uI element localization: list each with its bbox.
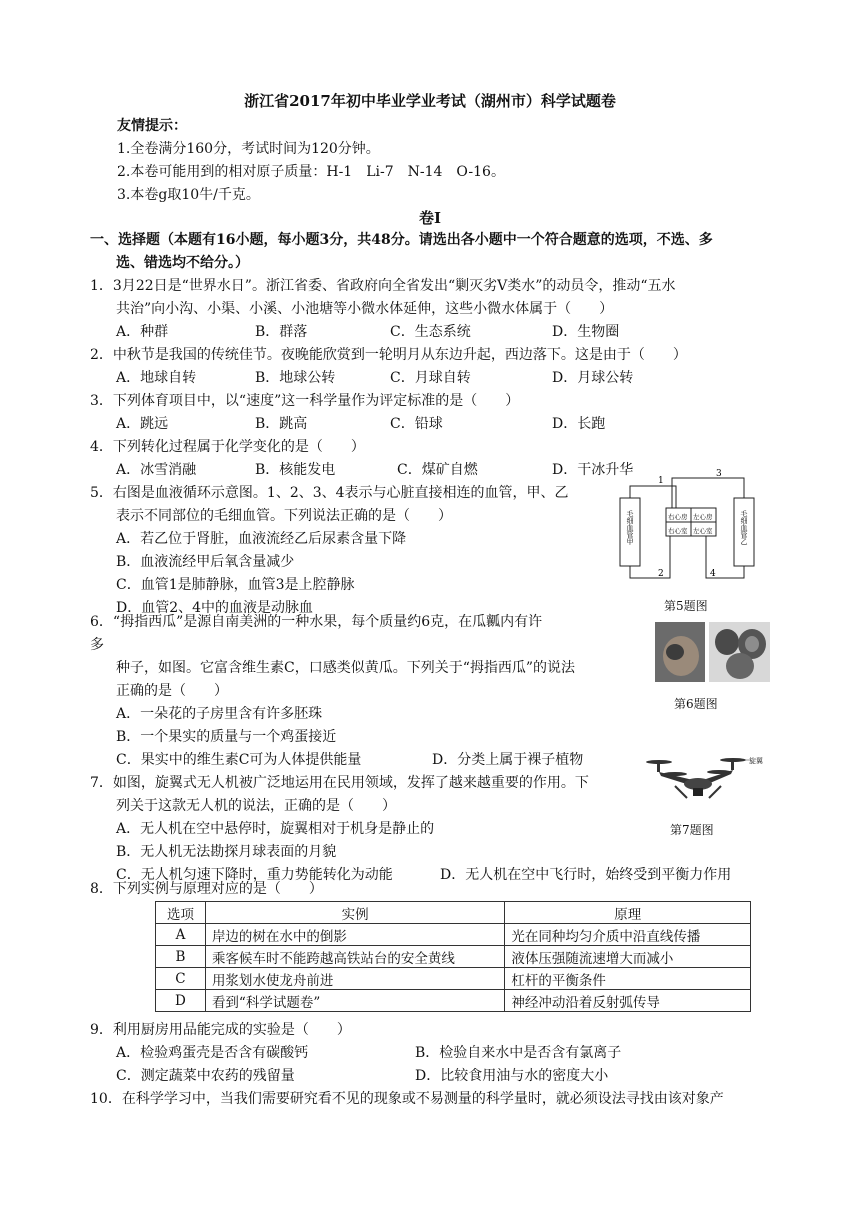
option: B．地球公转 [255, 370, 336, 386]
tip-item: 2.本卷可能用到的相对原子质量：H-1 Li-7 N-14 O-16。 [117, 164, 505, 180]
option: D．分类上属于裸子植物 [432, 752, 584, 768]
table-cell: C [156, 968, 206, 990]
option: D．干冰升华 [552, 462, 634, 478]
part-instructions: 选、错选均不给分。） [116, 255, 249, 271]
option: A．无人机在空中悬停时，旋翼相对于机身是静止的 [116, 821, 435, 837]
question-stem: 8．下列实例与原理对应的是（ ） [90, 881, 323, 897]
option: D．生物圈 [552, 324, 620, 340]
figure-caption: 第7题图 [670, 823, 714, 837]
table-header: 原理 [505, 902, 751, 924]
section-heading: 卷Ⅰ [418, 209, 442, 227]
option: C．果实中的维生素C可为人体提供能量 [116, 752, 362, 768]
vessel-label-3: 3 [716, 469, 722, 479]
option: C．铅球 [390, 416, 443, 432]
table-header: 选项 [156, 902, 206, 924]
option: C．无人机匀速下降时，重力势能转化为动能 [116, 867, 393, 883]
question-stem: 共治”向小沟、小渠、小溪、小池塘等小微水体延伸，这些小微水体属于（ ） [116, 301, 614, 317]
table-row [156, 990, 751, 1012]
question-stem: 表示不同部位的毛细血管。下列说法正确的是（ ） [116, 508, 452, 524]
blood-circulation-diagram [612, 468, 762, 583]
question-stem: 6．“拇指西瓜”是源自南美洲的一种水果，每个质量约6克，在瓜瓤内有许 [90, 614, 543, 630]
table-cell: 用浆划水使龙舟前进 [205, 968, 504, 990]
capillary-b-label: 毛细血管乙 [740, 510, 748, 545]
table-row [156, 946, 751, 968]
option: A．一朵花的子房里含有许多胚珠 [116, 706, 323, 722]
question-stem: 3．下列体育项目中，以“速度”这一科学量作为评定标准的是（ ） [90, 393, 520, 409]
tip-item: 3.本卷g取10牛/千克。 [117, 187, 260, 203]
tips-heading: 友情提示： [117, 118, 187, 134]
table-cell: B [156, 946, 206, 968]
question-stem: 4．下列转化过程属于化学变化的是（ ） [90, 439, 365, 455]
question-stem: 正确的是（ ） [116, 683, 228, 699]
table-cell: 杠杆的平衡条件 [505, 968, 751, 990]
option: D．血管2、4中的血液是动脉血 [116, 600, 314, 616]
option: A．冰雪消融 [116, 462, 197, 478]
question-stem: 列关于这款无人机的说法，正确的是（ ） [116, 798, 396, 814]
thumb-watermelon-photo [655, 622, 770, 682]
table-cell: 神经冲动沿着反射弧传导 [505, 990, 751, 1012]
question-stem: 5．右图是血液循环示意图。1、2、3、4表示与心脏直接相连的血管，甲、乙 [90, 485, 569, 501]
table-cell: 液体压强随流速增大而减小 [505, 946, 751, 968]
question-stem: 1．3月22日是“世界水日”。浙江省委、省政府向全省发出“剿灭劣Ⅴ类水”的动员令，推动“五水 [90, 278, 676, 294]
option: D．比较食用油与水的密度大小 [415, 1068, 609, 1084]
option: D．月球公转 [552, 370, 634, 386]
option: B．无人机无法勘探月球表面的月貌 [116, 844, 337, 860]
option: D．长跑 [552, 416, 606, 432]
table-cell: 看到“科学试题卷” [205, 990, 504, 1012]
question-stem: 10．在科学学习中，当我们需要研究看不见的现象或不易测量的科学量时，就必须设法寻找由该对象产 [90, 1091, 724, 1107]
exam-title: 浙江省2017年初中毕业学业考试（湖州市）科学试题卷 [244, 92, 616, 110]
q8-table [155, 901, 751, 1012]
option: A．地球自转 [116, 370, 197, 386]
option: C．生态系统 [390, 324, 471, 340]
option: A．跳远 [116, 416, 169, 432]
option: B．血液流经甲后氧含量减少 [116, 554, 295, 570]
vessel-label-1: 1 [658, 476, 664, 486]
question-stem: 9．利用厨房用品能完成的实验是（ ） [90, 1022, 351, 1038]
table-cell: 岸边的树在水中的倒影 [205, 924, 504, 946]
option: A．检验鸡蛋壳是否含有碳酸钙 [116, 1045, 309, 1061]
option: B．群落 [255, 324, 308, 340]
tip-item: 1.全卷满分160分，考试时间为120分钟。 [117, 141, 380, 157]
option: C．测定蔬菜中农药的残留量 [116, 1068, 295, 1084]
option: D．无人机在空中飞行时，始终受到平衡力作用 [440, 867, 732, 883]
question-stem: 2．中秋节是我国的传统佳节。夜晚能欣赏到一轮明月从东边升起，西边落下。这是由于（ ） [90, 347, 687, 363]
table-cell: 光在同种均匀介质中沿直线传播 [505, 924, 751, 946]
table-row [156, 924, 751, 946]
figure-caption: 第5题图 [664, 599, 708, 613]
drone-image [645, 750, 765, 812]
table-cell: D [156, 990, 206, 1012]
table-cell: 乘客候车时不能跨越高铁站台的安全黄线 [205, 946, 504, 968]
option: A．若乙位于肾脏，血液流经乙后尿素含量下降 [116, 531, 407, 547]
table-cell: A [156, 924, 206, 946]
option: B．跳高 [255, 416, 308, 432]
option: A．种群 [116, 324, 169, 340]
figure-caption: 第6题图 [674, 697, 718, 711]
table-header: 实例 [205, 902, 504, 924]
heart-chamber-label: 右心房 [668, 513, 688, 521]
option: C．血管1是肺静脉，血管3是上腔静脉 [116, 577, 355, 593]
question-stem: 多 [90, 637, 104, 653]
table-row [156, 968, 751, 990]
rotor-label: 旋翼 [749, 757, 763, 765]
option: B．检验自来水中是否含有氯离子 [415, 1045, 622, 1061]
table-header-row [156, 902, 751, 924]
heart-chamber-label: 左心房 [693, 513, 713, 521]
heart-chamber-label: 左心室 [693, 527, 713, 535]
option: C．月球自转 [390, 370, 471, 386]
option: B．核能发电 [255, 462, 336, 478]
option: C．煤矿自燃 [397, 462, 478, 478]
question-stem: 种子，如图。它富含维生素C，口感类似黄瓜。下列关于“拇指西瓜”的说法 [116, 660, 576, 676]
vessel-label-2: 2 [658, 569, 664, 579]
part-instructions: 一、选择题（本题有16小题，每小题3分，共48分。请选出各小题中一个符合题意的选项，不选、多 [90, 232, 713, 248]
capillary-a-label: 毛细血管甲 [626, 510, 634, 545]
heart-chamber-label: 右心室 [668, 527, 688, 535]
vessel-label-4: 4 [710, 569, 716, 579]
option: B．一个果实的质量与一个鸡蛋接近 [116, 729, 337, 745]
question-stem: 7．如图，旋翼式无人机被广泛地运用在民用领域，发挥了越来越重要的作用。下 [90, 775, 589, 791]
